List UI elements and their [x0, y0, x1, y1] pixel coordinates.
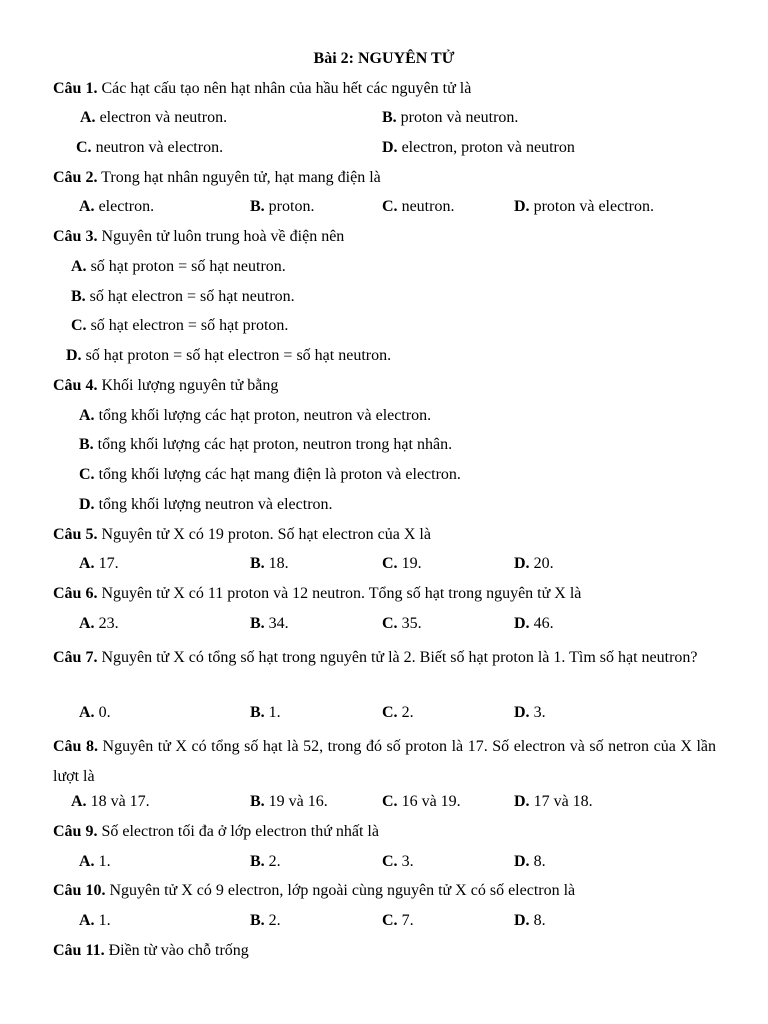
q5-option-a — [79, 553, 119, 575]
option-letter: A. — [79, 198, 95, 215]
option-text: 20. — [533, 555, 554, 572]
q7-option-b — [250, 702, 281, 724]
q10-option-d — [514, 910, 546, 932]
q2-option-c — [382, 196, 454, 218]
q6-option-b — [250, 613, 289, 635]
option-text: tổng khối lượng các hạt proton, neutron và electron. — [98, 407, 432, 424]
option-letter: D. — [514, 198, 530, 215]
question-2 — [53, 167, 716, 189]
question-text: Trong hạt nhân nguyên tử, hạt mang điện là — [101, 169, 381, 186]
option-letter: A. — [79, 704, 95, 721]
q9-option-c — [382, 851, 414, 873]
q10-option-b — [250, 910, 281, 932]
option-letter: D. — [514, 615, 530, 632]
q5-option-b — [250, 553, 289, 575]
option-text: proton và electron. — [533, 198, 654, 215]
option-text: electron, proton và neutron — [401, 139, 575, 156]
option-letter: A. — [79, 912, 95, 929]
option-text: 34. — [268, 615, 289, 632]
option-letter: C. — [382, 615, 398, 632]
option-letter: B. — [250, 615, 265, 632]
option-letter: D. — [514, 793, 530, 810]
option-text: 23. — [98, 615, 119, 632]
option-text: 16 và 19. — [401, 793, 461, 810]
q7-option-d — [514, 702, 546, 724]
option-letter: B. — [79, 436, 94, 453]
option-text: 8. — [533, 912, 546, 929]
q7-option-a — [79, 702, 111, 724]
option-letter: D. — [66, 347, 82, 364]
option-letter: B. — [250, 555, 265, 572]
option-letter: B. — [250, 704, 265, 721]
option-text: 1. — [268, 704, 281, 721]
q4-option-b — [79, 434, 452, 456]
q5-option-d — [514, 553, 554, 575]
option-letter: A. — [79, 853, 95, 870]
q8-option-a — [71, 791, 150, 813]
question-text: Nguyên tử X có 19 proton. Số hạt electron của X là — [101, 526, 431, 543]
option-text: 3. — [533, 704, 546, 721]
question-text: Nguyên tử X có 11 proton và 12 neutron. Tổng số hạt trong nguyên tử X là — [101, 585, 582, 602]
option-text: 7. — [401, 912, 414, 929]
option-text: electron. — [98, 198, 155, 215]
option-letter: D. — [514, 912, 530, 929]
question-label: Câu 8. — [53, 738, 98, 755]
question-label: Câu 1. — [53, 80, 98, 97]
q7-option-c — [382, 702, 414, 724]
option-letter: C. — [382, 793, 398, 810]
option-letter: C. — [71, 317, 87, 334]
question-label: Câu 11. — [53, 942, 105, 959]
option-letter: B. — [250, 853, 265, 870]
q3-option-a — [71, 256, 286, 278]
question-text: Khối lượng nguyên tử bằng — [101, 377, 279, 394]
option-text: 1. — [98, 853, 111, 870]
option-text: neutron và electron. — [95, 139, 224, 156]
q1-option-d — [382, 137, 575, 159]
option-text: 18 và 17. — [90, 793, 150, 810]
q8-option-b — [250, 791, 328, 813]
q6-option-c — [382, 613, 422, 635]
question-text: Nguyên tử X có tổng số hạt trong nguyên tử là 2. Biết số hạt proton là 1. Tìm số hạt neutron? — [101, 649, 698, 666]
option-letter: A. — [79, 555, 95, 572]
option-letter: C. — [382, 555, 398, 572]
option-text: số hạt electron = số hạt proton. — [90, 317, 289, 334]
option-letter: C. — [76, 139, 92, 156]
question-3 — [53, 226, 716, 248]
option-text: tổng khối lượng các hạt mang điện là proton và electron. — [98, 466, 461, 483]
option-letter: D. — [79, 496, 95, 513]
question-text: Các hạt cấu tạo nên hạt nhân của hầu hết các nguyên tử là — [101, 80, 472, 97]
q1-option-c — [76, 137, 223, 159]
q10-option-c — [382, 910, 414, 932]
q3-option-c — [71, 315, 288, 337]
question-11 — [53, 940, 716, 962]
q1-option-a — [80, 107, 227, 129]
option-letter: B. — [71, 288, 86, 305]
option-text: 0. — [98, 704, 111, 721]
option-letter: B. — [250, 793, 265, 810]
option-letter: A. — [79, 407, 95, 424]
question-8 — [53, 732, 716, 791]
question-text: Nguyên tử X có tổng số hạt là 52, trong đó số proton là 17. Số electron và số netron của X lần lượt là — [53, 738, 716, 785]
option-letter: C. — [382, 853, 398, 870]
option-letter: C. — [382, 198, 398, 215]
option-text: tổng khối lượng các hạt proton, neutron trong hạt nhân. — [97, 436, 453, 453]
question-label: Câu 9. — [53, 823, 98, 840]
option-letter: C. — [382, 704, 398, 721]
question-label: Câu 5. — [53, 526, 98, 543]
option-text: electron và neutron. — [99, 109, 228, 126]
option-letter: B. — [250, 912, 265, 929]
question-text: Nguyên tử luôn trung hoà về điện nên — [101, 228, 345, 245]
q9-option-b — [250, 851, 281, 873]
option-text: tổng khối lượng neutron và electron. — [98, 496, 333, 513]
question-label: Câu 6. — [53, 585, 98, 602]
option-text: 46. — [533, 615, 554, 632]
q2-option-a — [79, 196, 154, 218]
question-text: Số electron tối đa ở lớp electron thứ nhất là — [101, 823, 379, 840]
option-text: số hạt proton = số hạt electron = số hạt neutron. — [85, 347, 392, 364]
question-text: Nguyên tử X có 9 electron, lớp ngoài cùng nguyên tử X có số electron là — [109, 882, 576, 899]
question-5 — [53, 524, 716, 546]
option-letter: A. — [79, 615, 95, 632]
option-text: 17. — [98, 555, 119, 572]
q3-option-b — [71, 286, 295, 308]
q8-option-d — [514, 791, 593, 813]
option-letter: A. — [71, 793, 87, 810]
option-letter: C. — [79, 466, 95, 483]
option-text: proton và neutron. — [400, 109, 519, 126]
q6-option-a — [79, 613, 119, 635]
option-text: 17 và 18. — [533, 793, 593, 810]
q4-option-a — [79, 405, 431, 427]
option-letter: C. — [382, 912, 398, 929]
question-label: Câu 4. — [53, 377, 98, 394]
option-letter: A. — [80, 109, 96, 126]
question-1 — [53, 78, 716, 100]
option-text: neutron. — [401, 198, 455, 215]
q8-option-c — [382, 791, 461, 813]
option-text: 2. — [401, 704, 414, 721]
q4-option-c — [79, 464, 461, 486]
option-text: proton. — [268, 198, 315, 215]
question-4 — [53, 375, 716, 397]
q10-option-a — [79, 910, 111, 932]
option-letter: B. — [250, 198, 265, 215]
option-letter: B. — [382, 109, 397, 126]
option-letter: A. — [71, 258, 87, 275]
option-text: 18. — [268, 555, 289, 572]
q6-option-d — [514, 613, 554, 635]
q2-option-d — [514, 196, 654, 218]
option-letter: D. — [514, 555, 530, 572]
q2-option-b — [250, 196, 314, 218]
option-text: 1. — [98, 912, 111, 929]
q1-option-b — [382, 107, 518, 129]
option-text: số hạt proton = số hạt neutron. — [90, 258, 286, 275]
option-text: 19 và 16. — [268, 793, 328, 810]
option-text: 3. — [401, 853, 414, 870]
option-letter: D. — [514, 704, 530, 721]
q9-option-a — [79, 851, 111, 873]
option-text: 19. — [401, 555, 422, 572]
option-letter: D. — [382, 139, 398, 156]
option-text: 2. — [268, 853, 281, 870]
q5-option-c — [382, 553, 422, 575]
option-text: 8. — [533, 853, 546, 870]
question-text: Điền từ vào chỗ trống — [108, 942, 249, 959]
question-9 — [53, 821, 716, 843]
question-7 — [53, 643, 716, 673]
q3-option-d — [66, 345, 391, 367]
page-title: Bài 2: NGUYÊN TỬ — [313, 50, 455, 67]
question-label: Câu 3. — [53, 228, 98, 245]
question-label: Câu 2. — [53, 169, 98, 186]
question-6 — [53, 583, 716, 605]
option-text: số hạt electron = số hạt neutron. — [89, 288, 295, 305]
q9-option-d — [514, 851, 546, 873]
q4-option-d — [79, 494, 333, 516]
option-letter: D. — [514, 853, 530, 870]
option-text: 35. — [401, 615, 422, 632]
question-10 — [53, 880, 716, 902]
question-label: Câu 7. — [53, 649, 98, 666]
question-label: Câu 10. — [53, 882, 106, 899]
option-text: 2. — [268, 912, 281, 929]
